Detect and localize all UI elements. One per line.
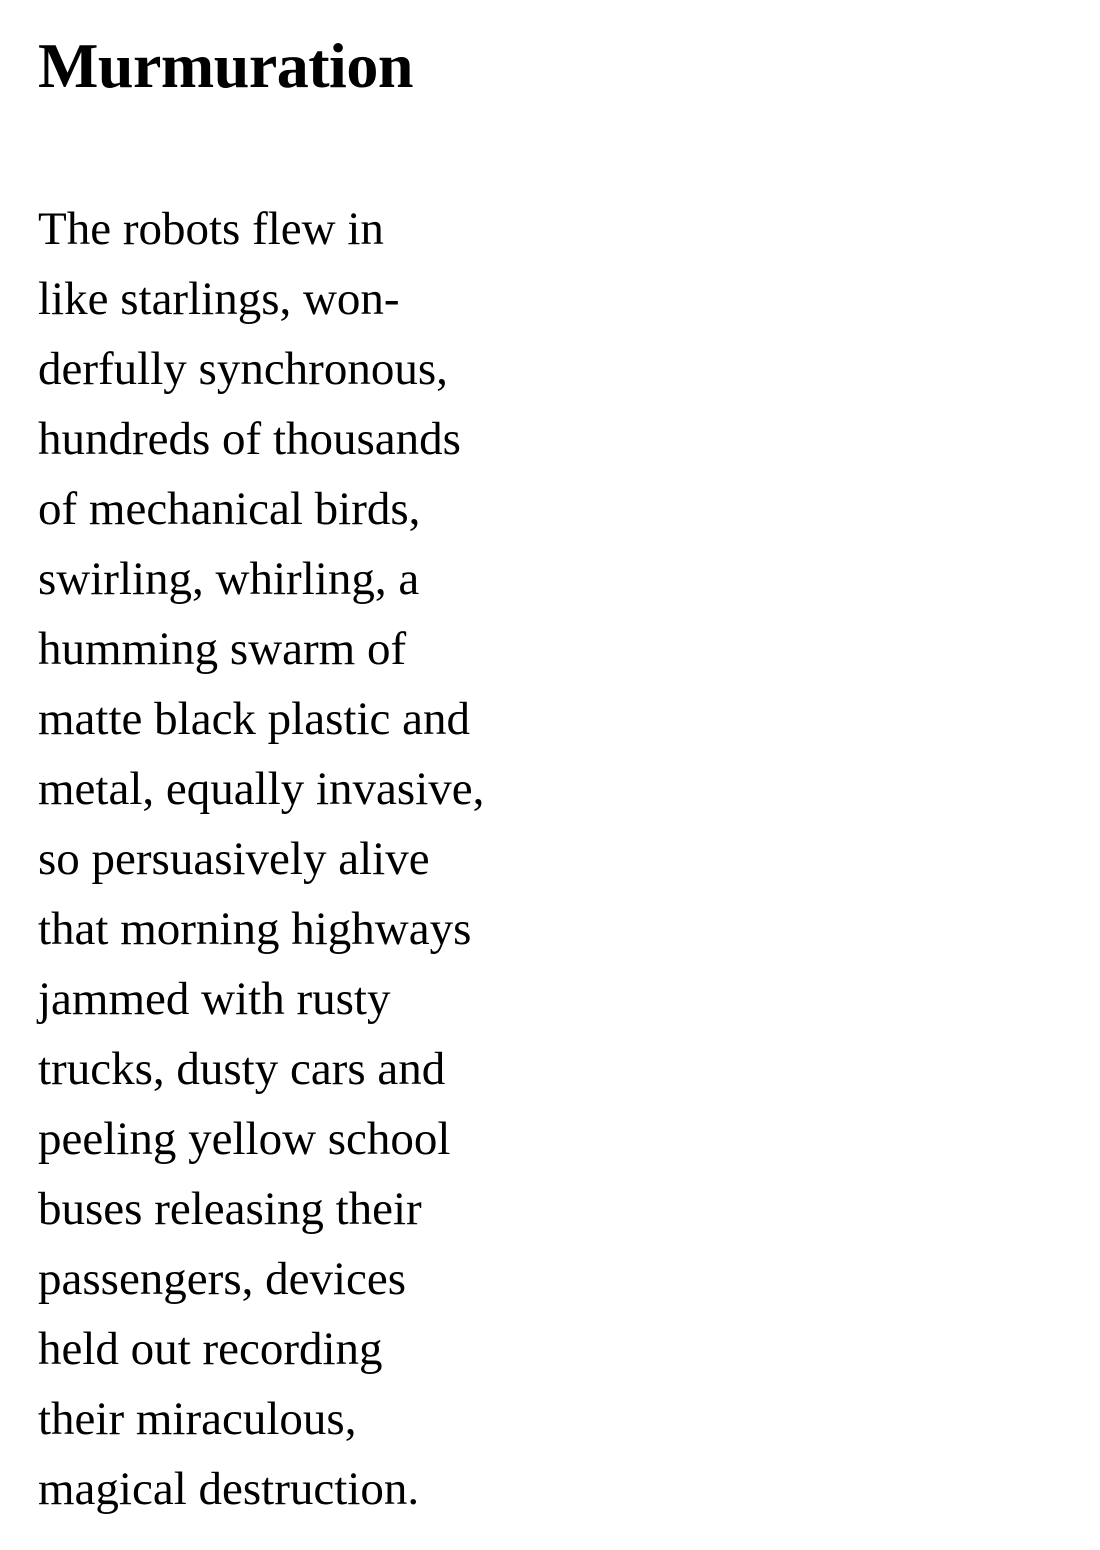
poem-body <box>38 194 1038 1524</box>
poem-line: magical destruction. <box>38 1463 420 1515</box>
poem-line: hundreds of thousands <box>38 413 461 465</box>
poem-line: buses releasing their <box>38 1183 422 1235</box>
poem-line: held out recording <box>38 1323 383 1375</box>
poem-line: derfully synchronous, <box>38 343 448 395</box>
poem-line: their miraculous, <box>38 1393 357 1445</box>
poem-line: that morning highways <box>38 903 472 955</box>
poem-line: swirling, whirling, a <box>38 553 420 605</box>
poem-line: like starlings, won- <box>38 273 400 325</box>
poem-line: metal, equally invasive, <box>38 763 485 815</box>
poem-line: so persuasively alive <box>38 833 430 885</box>
poem-line: humming swarm of <box>38 623 407 675</box>
poem-line: The robots flew in <box>38 203 384 255</box>
poem-title: Murmuration <box>38 30 413 101</box>
poem-line: peeling yellow school <box>38 1113 451 1165</box>
poem-line: jammed with rusty <box>38 973 391 1025</box>
poem <box>38 24 1038 1524</box>
poem-line: passengers, devices <box>38 1253 407 1305</box>
poem-line: matte black plastic and <box>38 693 470 745</box>
poem-line: of mechanical birds, <box>38 483 421 535</box>
poem-line: trucks, dusty cars and <box>38 1043 446 1095</box>
